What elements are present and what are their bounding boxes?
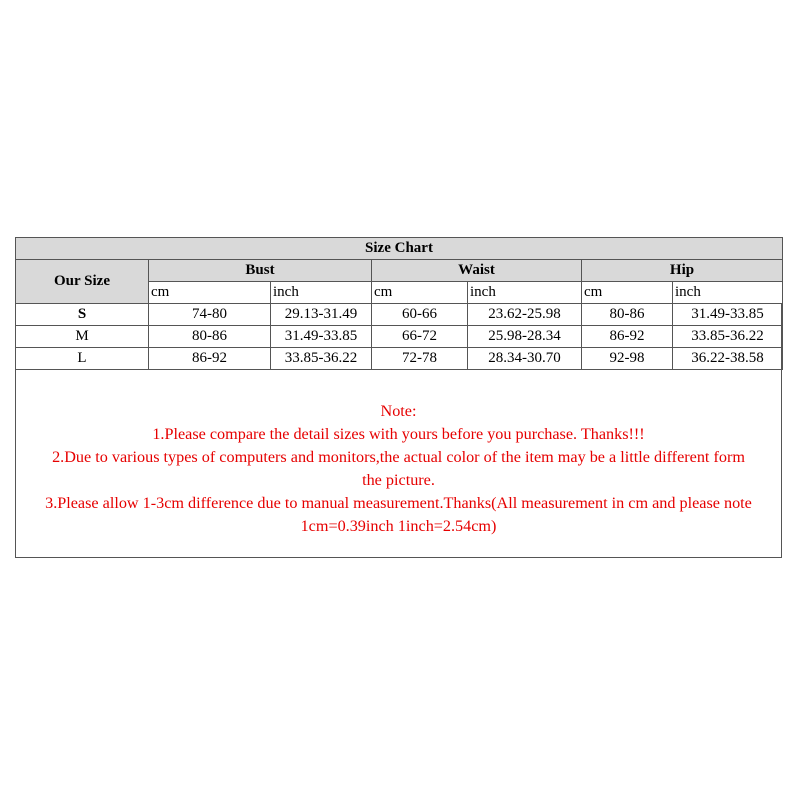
hip-header: Hip: [582, 260, 783, 282]
bust-cm-cell: 74-80: [149, 304, 271, 326]
hip-cm-cell: 86-92: [582, 326, 673, 348]
bust-inch-header: inch: [271, 282, 372, 304]
note-line: the picture.: [362, 471, 435, 489]
notes-block: [16, 400, 781, 538]
waist-inch-header: inch: [468, 282, 582, 304]
table-row: [16, 348, 783, 370]
note-line: 2.Due to various types of computers and monitors,the actual color of the item may be a little different form: [52, 448, 745, 466]
waist-cm-cell: 66-72: [372, 326, 468, 348]
bust-cm-cell: 86-92: [149, 348, 271, 370]
bust-cm-cell: 80-86: [149, 326, 271, 348]
waist-cm-cell: 60-66: [372, 304, 468, 326]
table-row: [16, 326, 783, 348]
size-table: [15, 237, 783, 370]
hip-cm-header: cm: [582, 282, 673, 304]
size-cell: S: [16, 304, 149, 326]
note-line: 1.Please compare the detail sizes with yours before you purchase. Thanks!!!: [152, 425, 645, 443]
size-chart: [15, 237, 782, 558]
bust-inch-cell: 33.85-36.22: [271, 348, 372, 370]
hip-cm-cell: 92-98: [582, 348, 673, 370]
bust-inch-cell: 29.13-31.49: [271, 304, 372, 326]
our-size-header: Our Size: [16, 260, 149, 304]
waist-inch-cell: 23.62-25.98: [468, 304, 582, 326]
waist-cm-cell: 72-78: [372, 348, 468, 370]
hip-inch-header: inch: [673, 282, 783, 304]
size-cell: L: [16, 348, 149, 370]
waist-inch-cell: 25.98-28.34: [468, 326, 582, 348]
waist-inch-cell: 28.34-30.70: [468, 348, 582, 370]
hip-cm-cell: 80-86: [582, 304, 673, 326]
size-cell: M: [16, 326, 149, 348]
bust-inch-cell: 31.49-33.85: [271, 326, 372, 348]
note-line: 3.Please allow 1-3cm difference due to manual measurement.Thanks(All measurement in cm and please note: [45, 494, 752, 512]
hip-inch-cell: 36.22-38.58: [673, 348, 783, 370]
hip-inch-cell: 31.49-33.85: [673, 304, 783, 326]
chart-title: Size Chart: [16, 238, 783, 260]
hip-inch-cell: 33.85-36.22: [673, 326, 783, 348]
note-heading: Note:: [380, 402, 417, 420]
waist-header: Waist: [372, 260, 582, 282]
waist-cm-header: cm: [372, 282, 468, 304]
bust-cm-header: cm: [149, 282, 271, 304]
bust-header: Bust: [149, 260, 372, 282]
table-row: [16, 304, 783, 326]
note-line: 1cm=0.39inch 1inch=2.54cm): [300, 517, 497, 535]
